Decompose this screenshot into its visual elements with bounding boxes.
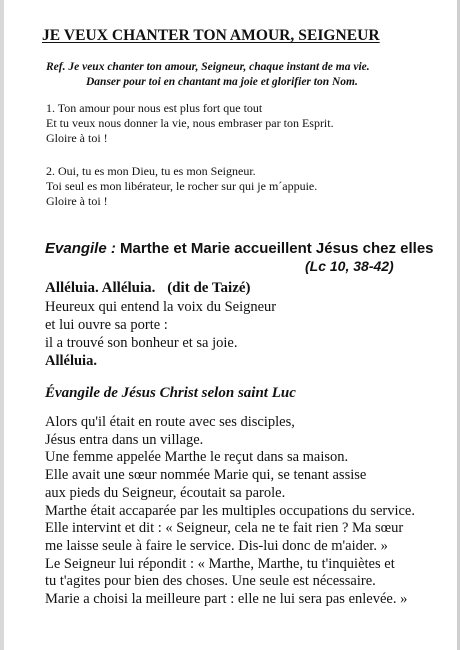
reading-line: Elle avait une sœur nommée Marie qui, se tenant assise xyxy=(45,467,367,484)
gospel-title: Marthe et Marie accueillent Jésus chez elles xyxy=(120,240,434,257)
verse-1 xyxy=(46,101,426,146)
reading-heading: Évangile de Jésus Christ selon saint Luc xyxy=(45,385,296,401)
refrain-line-1: Ref. Je veux chanter ton amour, Seigneur, chaque instant de ma vie. xyxy=(46,61,370,73)
verse-1-line-2: Et tu veux nous donner la vie, nous embraser par ton Esprit. xyxy=(46,116,334,130)
reading-line: aux pieds du Seigneur, écoutait sa parole. xyxy=(45,484,286,501)
verse-2-line-3: Gloire à toi ! xyxy=(46,194,108,208)
scan-edge-left xyxy=(0,0,4,650)
alleluia-verse xyxy=(45,298,425,370)
alleluia-title: Alléluia. Alléluia. xyxy=(45,280,156,296)
reading-line: Jésus entra dans un village. xyxy=(45,431,204,448)
verse-1-line-1: 1. Ton amour pour nous est plus fort que tout xyxy=(46,101,263,115)
verse-2-line-2: Toi seul es mon libérateur, le rocher sur qui je m´appuie. xyxy=(46,179,318,193)
alleluia-closing: Alléluia. xyxy=(45,353,97,369)
verse-1-line-3: Gloire à toi ! xyxy=(46,131,108,145)
reading-line: Une femme appelée Marthe le reçut dans sa maison. xyxy=(45,449,349,466)
reading-line: Marie a choisi la meilleure part : elle ne lui sera pas enlevée. » xyxy=(45,591,408,608)
alleluia-line-1: Heureux qui entend la voix du Seigneur xyxy=(45,299,277,315)
refrain xyxy=(46,60,426,90)
alleluia-line-3: il a trouvé son bonheur et sa joie. xyxy=(45,335,238,351)
reading-line: Le Seigneur lui répondit : « Marthe, Marthe, tu t'inquiètes et xyxy=(45,555,395,572)
refrain-line-2: Danser pour toi en chantant ma joie et glorifier ton Nom. xyxy=(86,76,358,88)
alleluia-note: (dit de Taizé) xyxy=(167,280,251,296)
reading-line: Alors qu'il était en route avec ses disciples, xyxy=(45,414,295,430)
alleluia-heading xyxy=(45,280,251,297)
reading-line: Elle intervint et dit : « Seigneur, cela ne te fait rien ? Ma sœur xyxy=(45,520,404,537)
verse-2 xyxy=(46,164,426,209)
gospel-heading xyxy=(45,240,440,258)
gospel-label: Evangile : xyxy=(45,240,116,257)
verse-2-line-1: 2. Oui, tu es mon Dieu, tu es mon Seigneur. xyxy=(46,164,256,178)
reading-text xyxy=(45,414,450,609)
gospel-reference: (Lc 10, 38-42) xyxy=(305,258,394,274)
reading-line: me laisse seule à faire le service. Dis-lui donc de m'aider. » xyxy=(45,537,388,554)
reading-line: Marthe était accaparée par les multiples occupations du service. xyxy=(45,502,415,519)
alleluia-line-2: et lui ouvre sa porte : xyxy=(45,317,168,333)
hymn-title: JE VEUX CHANTER TON AMOUR, SEIGNEUR xyxy=(42,27,380,44)
reading-line: tu t'agites pour bien des choses. Une seule est nécessaire. xyxy=(45,573,376,590)
